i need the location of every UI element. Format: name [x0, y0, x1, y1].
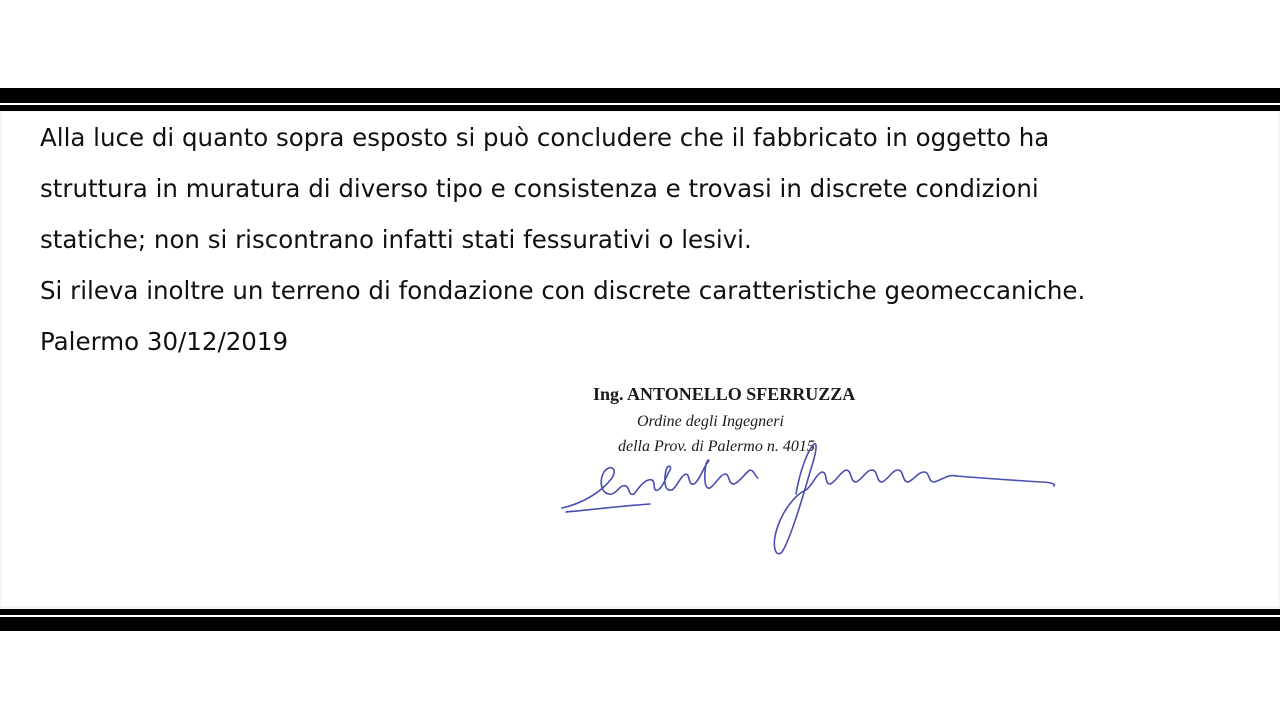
- bottom-border-thin: [0, 609, 1280, 615]
- paragraph-line-1: Alla luce di quanto sopra esposto si può concludere che il fabbricato in oggetto ha: [40, 123, 1050, 152]
- paragraph-line-4: Si rileva inoltre un terreno di fondazione con discrete caratteristiche geomeccaniche.: [40, 276, 1086, 305]
- signature-stroke: [956, 476, 1054, 486]
- signature-stroke: [562, 468, 634, 508]
- engineer-stamp: [560, 380, 1070, 560]
- signature-stroke: [774, 444, 816, 554]
- stamp-province-line: della Prov. di Palermo n. 4015: [618, 438, 815, 455]
- signature-stroke: [566, 504, 650, 512]
- signature-strokes: [562, 444, 1054, 554]
- document-body: [40, 112, 1260, 367]
- signature-stroke: [710, 470, 758, 488]
- signature-stroke: [634, 466, 672, 494]
- bottom-border-thick: [0, 617, 1280, 631]
- stamp-engineer-name: Ing. ANTONELLO SFERRUZZA: [593, 384, 856, 404]
- place-date: Palermo 30/12/2019: [40, 327, 289, 356]
- paragraph-line-3: statiche; non si riscontrano infatti stati fessurativi o lesivi.: [40, 225, 752, 254]
- stamp-order-line: Ordine degli Ingegneri: [637, 413, 784, 430]
- signature-stroke: [672, 460, 710, 490]
- handwritten-signature: [560, 420, 1070, 560]
- paragraph-line-2: struttura in muratura di diverso tipo e consistenza e trovasi in discrete condizioni: [40, 174, 1039, 203]
- signature-stroke: [806, 470, 956, 490]
- top-border-thick: [0, 88, 1280, 103]
